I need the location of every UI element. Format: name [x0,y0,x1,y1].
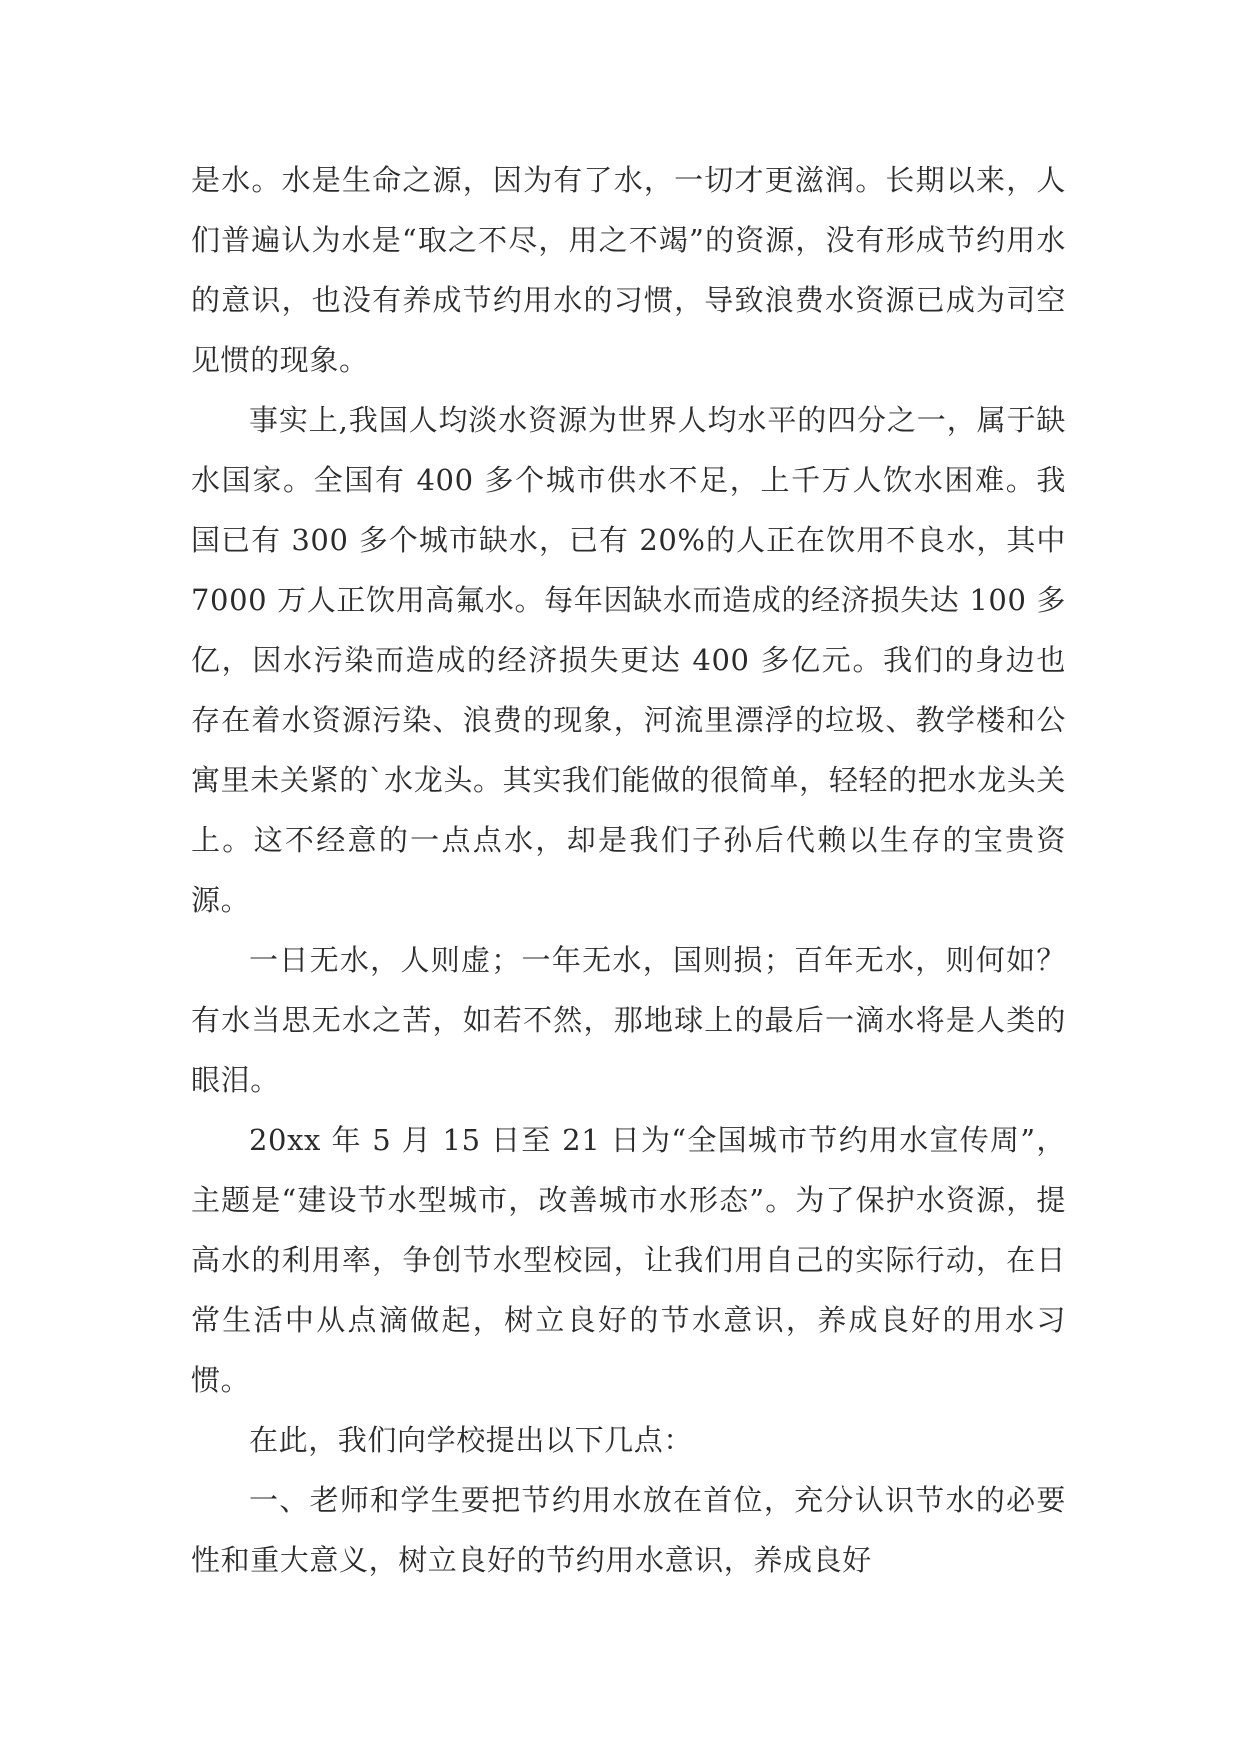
paragraph-water-week: 20xx 年 5 月 15 日至 21 日为“全国城市节约用水宣传周”，主题是“建设节水型城市，改善城市水形态”。为了保护水资源，提高水的利用率，争创节水型校园，让我们用自己的实际行动，在日常生活中从点滴做起，树立良好的节水意识，养成良好的用水习惯。 [191,1123,1066,1397]
paragraph-water-shortage-facts: 事实上,我国人均淡水资源为世界人均水平的四分之一，属于缺水国家。全国有 400 多个城市供水不足，上千万人饮水困难。我国已有 300 多个城市缺水，已有 20%的人正在饮用不良水，其中 7000 万人正饮用高氟水。每年因缺水而造成的经济损失达 100 多亿，因水污染而造成的经济损失更达 400 多亿元。我们的身边也存在着水资源污染、浪费的现象，河流里漂浮的垃圾、教学楼和公寓里未关紧的`水龙头。其实我们能做的很简单，轻轻的把水龙头关上。这不经意的一点点水，却是我们子孙后代赖以生存的宝贵资源。 [191,403,1066,917]
paragraph-saying: 一日无水，人则虚；一年无水，国则损；百年无水，则何如？有水当思无水之苦，如若不然，那地球上的最后一滴水将是人类的眼泪。 [191,943,1066,1097]
document-body [191,150,1066,1590]
paragraph-continuation: 是水。水是生命之源，因为有了水，一切才更滋润。长期以来，人们普遍认为水是“取之不尽，用之不竭”的资源，没有形成节约用水的意识，也没有养成节约用水的习惯，导致浪费水资源已成为司空见惯的现象。 [191,163,1066,377]
paragraph-proposal-intro: 在此，我们向学校提出以下几点： [249,1423,694,1457]
paragraph-proposal-one: 一、老师和学生要把节约用水放在首位，充分认识节水的必要性和重大意义，树立良好的节约用水意识，养成良好 [191,1483,1066,1577]
